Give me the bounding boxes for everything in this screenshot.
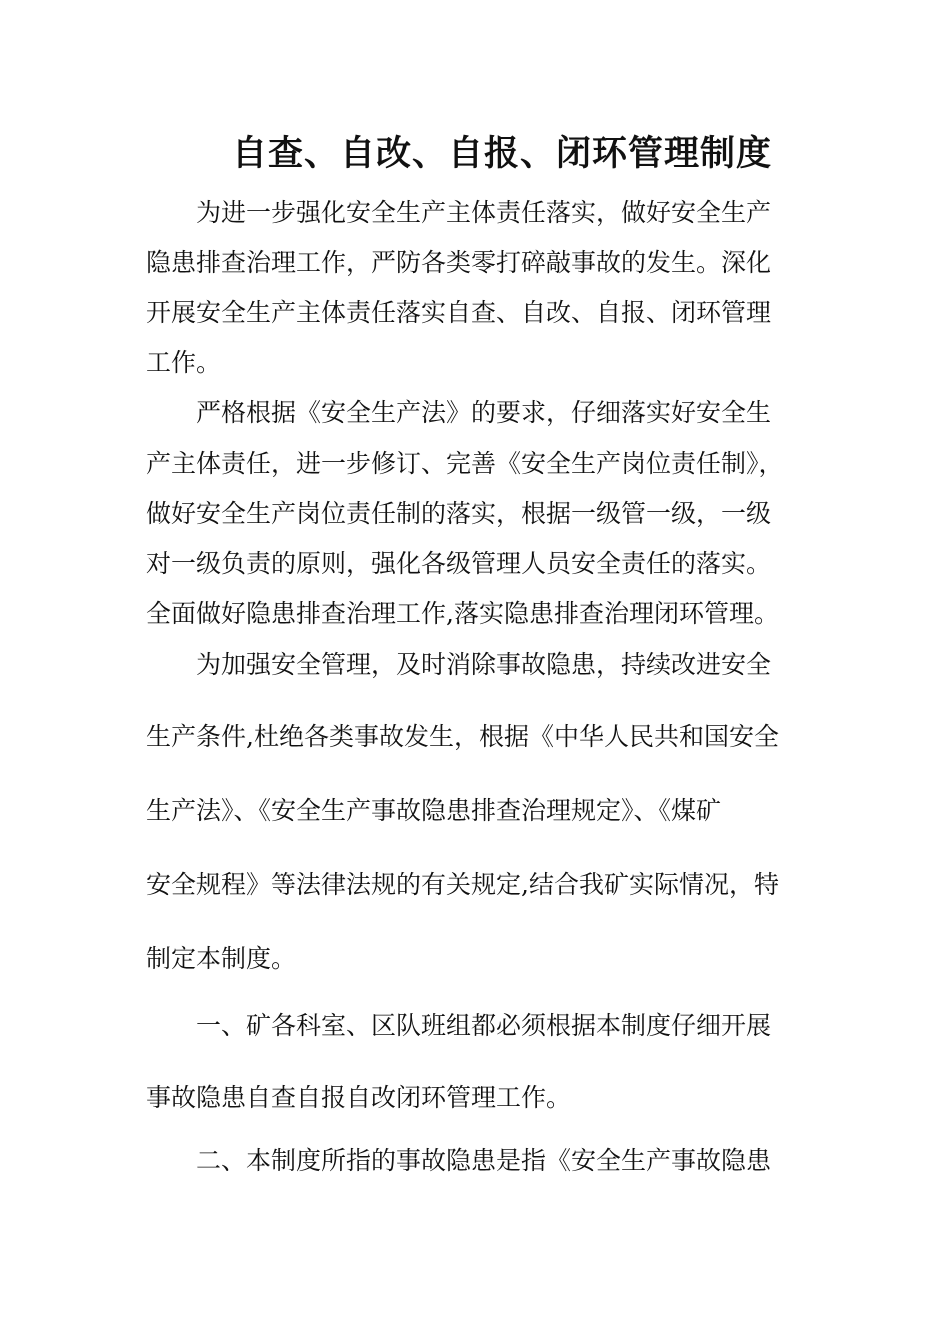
paragraph-line: 安全规程》等法律法规的有关规定,结合我矿实际情况，特	[146, 870, 779, 899]
paragraph-line: 隐患排查治理工作，严防各类零打碎敲事故的发生。深化	[146, 248, 772, 277]
paragraph-line: 产主体责任，进一步修订、完善《安全生产岗位责任制》，	[146, 449, 784, 478]
paragraph-line: 事故隐患自查自报自改闭环管理工作。	[146, 1083, 572, 1112]
paragraph-line: 严格根据《安全生产法》的要求，仔细落实好安全生	[196, 398, 772, 427]
paragraph-line: 对一级负责的原则，强化各级管理人员安全责任的落实。	[146, 549, 772, 578]
paragraph-line: 工作。	[146, 348, 222, 377]
paragraph-line: 一、矿各科室、区队班组都必须根据本制度仔细开展	[196, 1011, 772, 1040]
paragraph-line: 开展安全生产主体责任落实自查、自改、自报、闭环管理	[146, 298, 772, 327]
paragraph-line: 二、本制度所指的事故隐患是指《安全生产事故隐患	[196, 1146, 772, 1175]
paragraph-line: 为进一步强化安全生产主体责任落实，做好安全生产	[196, 198, 772, 227]
paragraph-line: 生产法》、《安全生产事故隐患排查治理规定》、《煤矿	[146, 796, 722, 825]
paragraph-line: 全面做好隐患排查治理工作,落实隐患排查治理闭环管理。	[146, 599, 779, 628]
paragraph-line: 为加强安全管理，及时消除事故隐患，持续改进安全	[196, 650, 772, 679]
paragraph-line: 生产条件,杜绝各类事故发生，根据《中华人民共和国安全	[146, 722, 779, 751]
document-title: 自查、自改、自报、闭环管理制度	[231, 133, 772, 174]
paragraph-line: 制定本制度。	[146, 944, 297, 973]
paragraph-line: 做好安全生产岗位责任制的落实，根据一级管一级，一级	[146, 499, 772, 528]
